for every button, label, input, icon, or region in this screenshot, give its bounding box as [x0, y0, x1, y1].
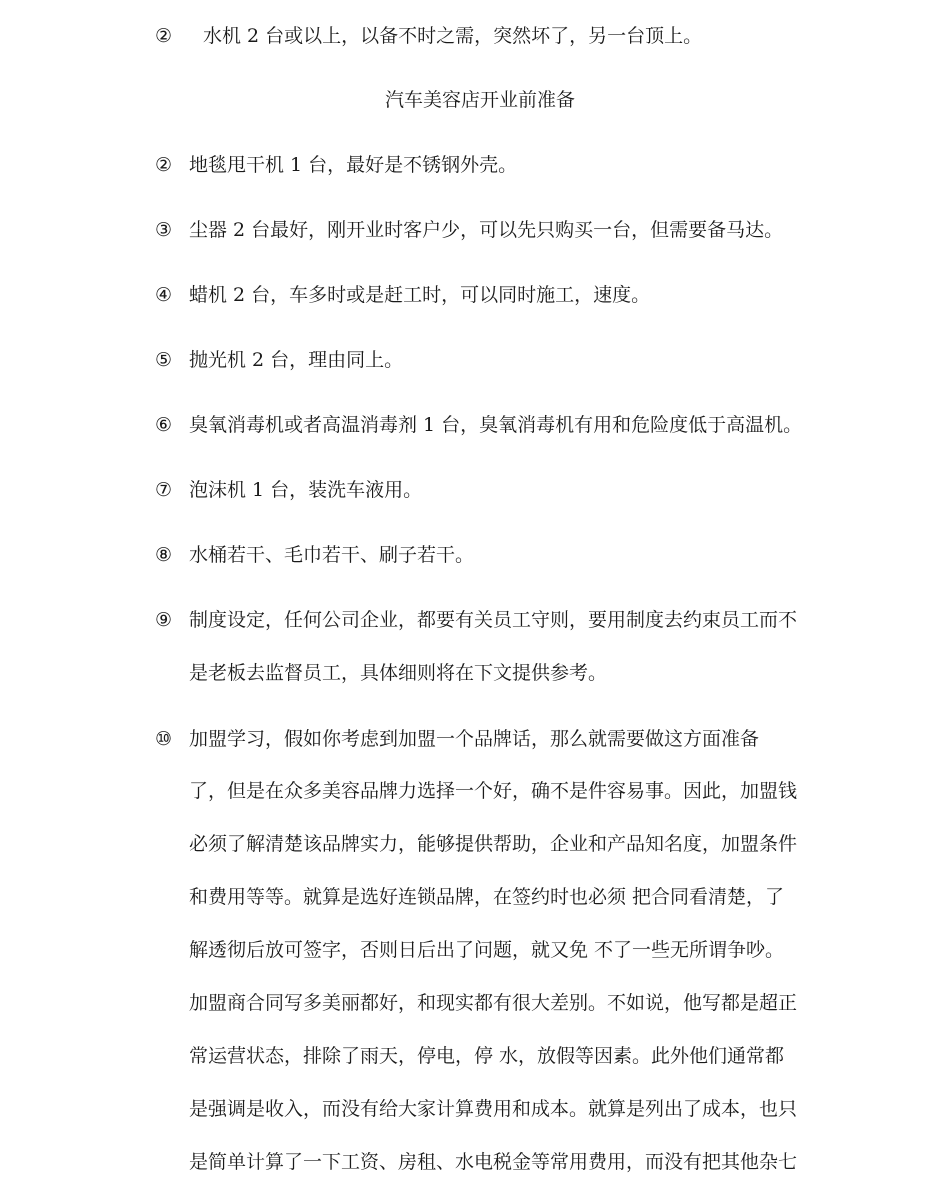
- list-item-text: 水机 2 台或以上，以备不时之需，突然坏了，另一台顶上。: [203, 25, 703, 47]
- list-marker: ⑨: [155, 609, 173, 631]
- list-marker: ⑩: [155, 728, 173, 750]
- list-item-text: 解透彻后放可签字，否则日后出了问题，就又免 不了一些无所谓争吵。: [189, 939, 785, 961]
- list-marker: ⑤: [155, 349, 173, 371]
- list-item-text: 了，但是在众多美容品牌力选择一个好，确不是件容易事。因此，加盟钱: [189, 780, 798, 802]
- list-marker: ④: [155, 284, 173, 306]
- list-item-text: 是老板去监督员工，具体细则将在下文提供参考。: [189, 662, 608, 684]
- list-item-text: 尘器 2 台最好，刚开业时客户少，可以先只购买一台，但需要备马达。: [189, 219, 784, 241]
- list-marker: ③: [155, 219, 173, 241]
- list-marker: ⑧: [155, 544, 173, 566]
- list-item-text: 和费用等等。就算是选好连锁品牌，在签约时也必须 把合同看清楚，了: [189, 886, 785, 908]
- list-item-text: 臭氧消毒机或者高温消毒剂 1 台，臭氧消毒机有用和危险度低于高温机。: [189, 414, 803, 436]
- list-item-text: 加盟商合同写多美丽都好，和现实都有很大差别。不如说，他写都是超正: [189, 992, 798, 1014]
- list-item-text: 必须了解清楚该品牌实力，能够提供帮助，企业和产品知名度，加盟条件: [189, 833, 798, 855]
- list-item-text: 抛光机 2 台，理由同上。: [189, 349, 404, 371]
- section-title: 汽车美容店开业前准备: [384, 89, 575, 111]
- list-item-text: 制度设定，任何公司企业，都要有关员工守则，要用制度去约束员工而不: [189, 609, 798, 631]
- list-item-text: 蜡机 2 台，车多时或是赶工时，可以同时施工，速度。: [189, 284, 651, 306]
- list-marker: ②: [155, 25, 173, 47]
- list-item-text: 常运营状态，排除了雨天，停电，停 水，放假等因素。此外他们通常都: [189, 1045, 785, 1067]
- list-item-text: 加盟学习，假如你考虑到加盟一个品牌话，那么就需要做这方面准备: [189, 728, 760, 750]
- list-item-text: 是强调是收入，而没有给大家计算费用和成本。就算是列出了成本，也只: [189, 1098, 798, 1120]
- list-item-text: 地毯甩干机 1 台，最好是不锈钢外壳。: [189, 154, 518, 176]
- list-item-text: 是简单计算了一下工资、房租、水电税金等常用费用，而没有把其他杂七: [189, 1151, 798, 1173]
- list-item-text: 水桶若干、毛巾若干、刷子若干。: [189, 544, 475, 566]
- list-marker: ⑦: [155, 479, 173, 501]
- list-marker: ⑥: [155, 414, 173, 436]
- list-marker: ②: [155, 154, 173, 176]
- list-item-text: 泡沫机 1 台，装洗车液用。: [189, 479, 423, 501]
